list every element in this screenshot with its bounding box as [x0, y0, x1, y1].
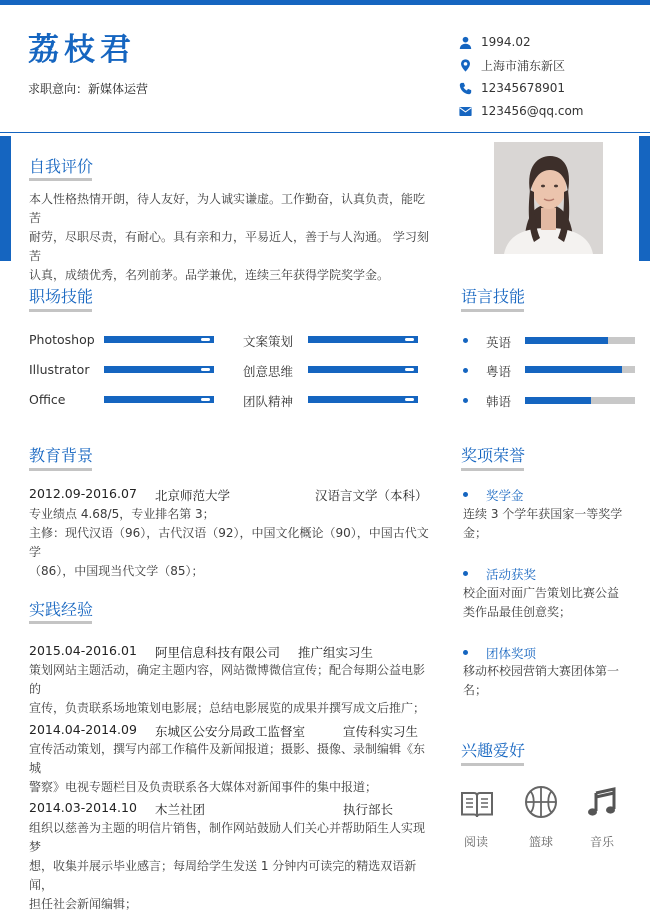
practice-org: 东城区公安分局政工监督室 [155, 724, 306, 739]
bullet-dot [463, 571, 468, 576]
hobby-label: 阅读 [463, 835, 488, 849]
skill-label: Photoshop [29, 332, 95, 347]
section-title-languages: 语言技能 [461, 287, 526, 306]
section-title-self-eval: 自我评价 [29, 157, 94, 176]
practice-org: 阿里信息科技有限公司 [155, 645, 281, 660]
section-underline [461, 309, 524, 312]
practice-role: 推广组实习生 [298, 645, 374, 660]
phone-icon [459, 82, 472, 95]
practice-description: 组织以慈善为主题的明信片销售，制作网站鼓励人们关心并帮助陌生人实现梦 想，收集并展示毕业感言；每周给学生发送 1 分钟内可读完的精选双语新闻， 担任社会新闻编辑； [29, 821, 426, 911]
skill-bar-copywriting [308, 336, 418, 343]
language-bar-korean [525, 397, 635, 404]
language-label: 韩语 [486, 394, 512, 409]
award-title: 活动获奖 [486, 567, 537, 582]
section-underline [29, 621, 92, 624]
location-pin-icon [459, 59, 472, 72]
contact-phone [459, 78, 639, 98]
contact-email [459, 101, 639, 121]
email-text[interactable]: 123456@qq.com [481, 104, 584, 118]
birth-text: 1994.02 [481, 35, 531, 49]
skill-bar-photoshop [104, 336, 214, 343]
award-description: 移动杯校园营销大赛团体第一 名； [463, 664, 620, 697]
bullet-dot [463, 650, 468, 655]
education-school: 北京师范大学 [155, 488, 231, 503]
skill-label: Illustrator [29, 362, 90, 377]
section-underline [461, 468, 524, 471]
practice-description: 宣传活动策划，撰写内部工作稿件及新闻报道；摄影、摄像、录制编辑《东城 警察》电视专题栏目及负责联系各大媒体对新闻事件的集中报道； [29, 742, 426, 794]
candidate-name: 荔枝君 [28, 32, 136, 68]
practice-period: 2014.03-2014.10 [29, 800, 137, 815]
hobby-label: 篮球 [528, 835, 553, 849]
section-title-hobbies: 兴趣爱好 [461, 741, 526, 760]
person-icon [459, 36, 472, 49]
section-underline [29, 309, 92, 312]
bullet-dot [463, 398, 468, 403]
award-title: 奖学金 [486, 488, 524, 503]
bullet-dot [463, 338, 468, 343]
header-divider [0, 132, 650, 133]
practice-role: 宣传科实习生 [343, 724, 419, 739]
skill-label: 文案策划 [243, 334, 294, 349]
phone-text: 12345678901 [481, 81, 565, 95]
practice-period: 2014.04-2014.09 [29, 722, 137, 737]
section-underline [461, 763, 524, 766]
language-label: 粤语 [486, 364, 512, 379]
language-bar-english [525, 337, 635, 344]
skill-bar-office [104, 396, 214, 403]
hobby-label: 音乐 [589, 835, 614, 849]
award-title: 团体奖项 [486, 646, 537, 661]
profile-photo [494, 142, 603, 254]
skill-bar-illustrator [104, 366, 214, 373]
education-period: 2012.09-2016.07 [29, 486, 137, 501]
skill-bar-creativity [308, 366, 418, 373]
section-title-awards: 奖项荣誉 [461, 446, 526, 465]
self-eval-text: 本人性格热情开朗，待人友好，为人诚实谦虚。工作勤奋，认真负责，能吃苦 耐劳，尽职尽责，有耐心。具有亲和力，平易近人，善于与人沟通。 学习刻苦 认真，成绩优秀，名列前茅。品学兼优，连续三年获得学院奖学金。 [29, 192, 429, 282]
award-description: 校企面对面广告策划比赛公益 类作品最佳创意奖； [463, 586, 620, 619]
skill-label: Office [29, 392, 66, 407]
skill-label: 创意思维 [243, 364, 294, 379]
left-accent-tab [0, 136, 11, 261]
section-underline [29, 468, 92, 471]
contact-address [459, 55, 639, 75]
practice-description: 策划网站主题活动，确定主题内容，网站微博微信宣传；配合每期公益电影的 宣传，负责联系场地策划电影展；总结电影展览的成果并撰写成文后推广； [29, 663, 426, 715]
address-text: 上海市浦东新区 [481, 58, 566, 73]
music-icon [586, 785, 620, 819]
skill-bar-teamwork [308, 396, 418, 403]
practice-org: 木兰社团 [155, 802, 206, 817]
mail-icon [459, 105, 472, 118]
top-accent-bar [0, 0, 650, 5]
practice-role: 执行部长 [343, 802, 394, 817]
contact-birth [459, 32, 639, 52]
language-label: 英语 [486, 335, 512, 350]
book-icon [460, 787, 494, 821]
section-title-education: 教育背景 [29, 446, 94, 465]
section-underline [29, 178, 92, 181]
right-accent-tab [639, 136, 650, 261]
education-details: 专业绩点 4.68/5，专业排名第 3； 主修：现代汉语（96），古代汉语（92），中国文化概论（90），中国古代文学 （86），中国现当代文学（85）； [29, 507, 429, 578]
award-description: 连续 3 个学年获国家一等奖学 金； [463, 507, 623, 540]
language-bar-cantonese [525, 366, 635, 373]
skill-label: 团队精神 [243, 394, 294, 409]
job-intent: 求职意向：新媒体运营 [28, 82, 149, 96]
bullet-dot [463, 368, 468, 373]
section-title-practice: 实践经验 [29, 600, 94, 619]
practice-period: 2015.04-2016.01 [29, 643, 137, 658]
education-major: 汉语言文学（本科） [315, 488, 428, 503]
basketball-icon [524, 785, 558, 819]
bullet-dot [463, 492, 468, 497]
section-title-skills: 职场技能 [29, 287, 94, 306]
